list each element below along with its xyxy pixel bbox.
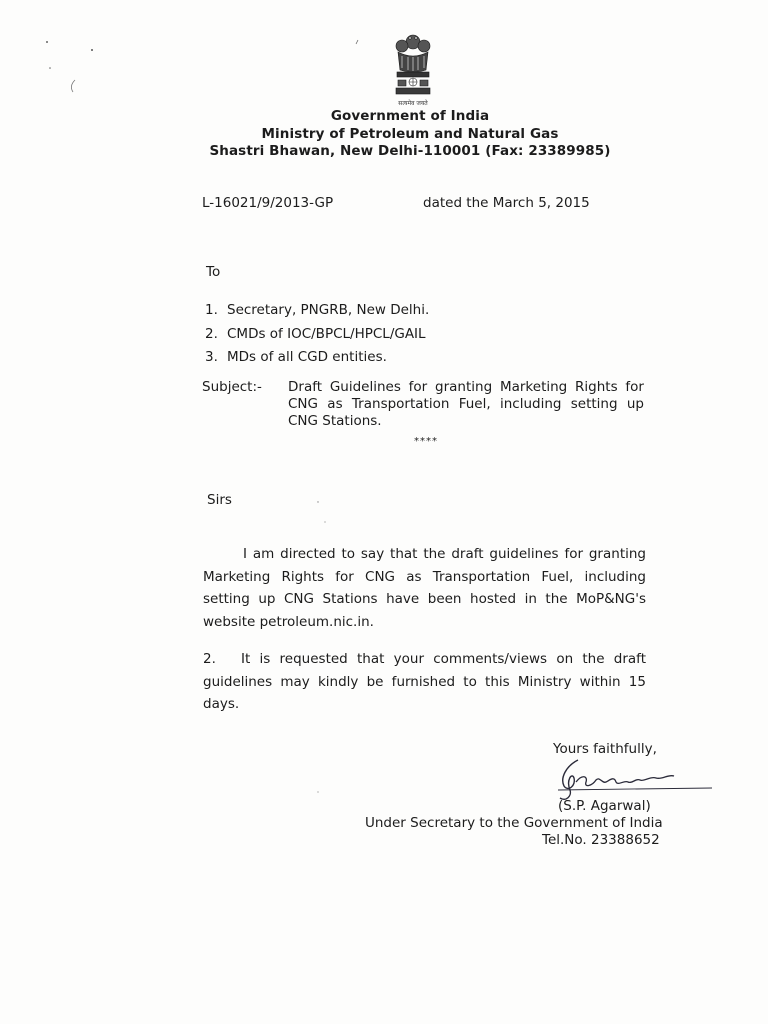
body-paragraph-2 [203,648,646,716]
emblem-motto: सत्यमेव जयते [398,100,428,107]
signatory-name: (S.P. Agarwal) [558,798,651,814]
addressee-text: MDs of all CGD entities. [227,349,387,365]
header-government: Government of India [330,108,490,124]
salutation: Sirs [207,492,232,508]
closing-text: Yours faithfully, [553,741,657,757]
header-ministry: Ministry of Petroleum and Natural Gas [261,126,559,142]
addressee-text: CMDs of IOC/BPCL/HPCL/GAIL [227,326,426,342]
addressee-number: 1. [205,302,218,318]
subject-label: Subject:- [202,379,262,395]
addressee-item [205,326,426,342]
separator-stars: **** [414,436,438,447]
addressee-item [205,349,387,365]
header-address: Shastri Bhawan, New Delhi-110001 (Fax: 23389985) [209,143,611,159]
body-paragraph-1 [203,543,646,633]
addressee-item [205,302,429,318]
subject-text: Draft Guidelines for granting Marketing Rights for CNG as Transportation Fuel, including setting up CNG Stations. [288,379,644,429]
signatory-telephone: Tel.No. 23388652 [542,832,660,848]
letter-date: dated the March 5, 2015 [423,195,590,211]
national-emblem-icon [388,30,438,102]
addressee-number: 2. [205,326,218,342]
addressee-text: Secretary, PNGRB, New Delhi. [227,302,430,318]
to-label: To [206,264,221,280]
body-paragraph-1-text: I am directed to say that the draft guidelines for granting Marketing Rights for CNG as Transportation Fuel, including setting up CNG Stations have been hosted in the MoP&NG's website petroleum.nic.in. [203,546,646,630]
body-paragraph-2-text: It is requested that your comments/views on the draft guidelines may kindly be furnished to this Ministry within 15 days. [203,651,646,712]
addressee-number: 3. [205,349,218,365]
paragraph-number: 2. [203,651,216,667]
signatory-designation: Under Secretary to the Government of India [365,815,663,831]
reference-number: L-16021/9/2013-GP [202,195,334,211]
